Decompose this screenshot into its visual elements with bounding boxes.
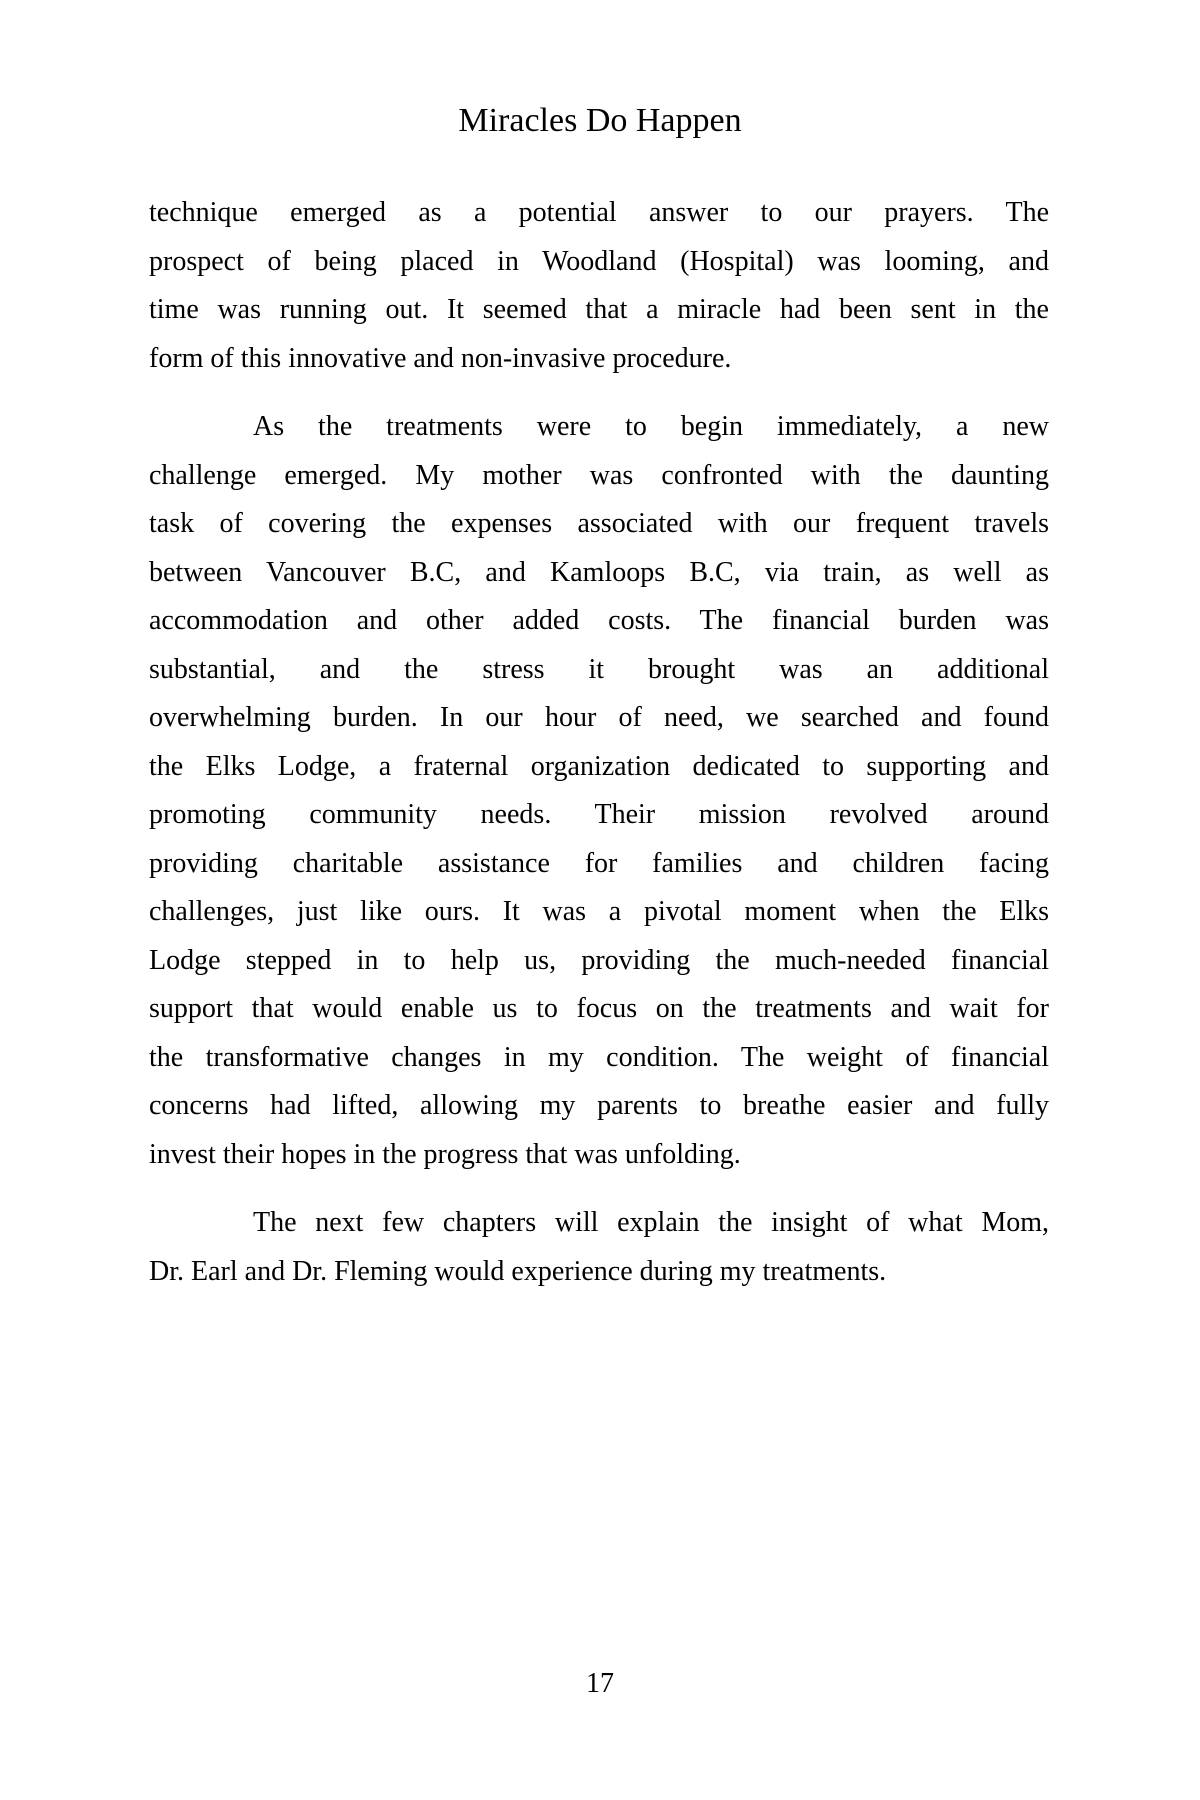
text-line: promoting community needs. Their mission revolved around [149,799,1049,830]
text-line: accommodation and other added costs. The financial burden was [149,605,1049,636]
text-line: between Vancouver B.C, and Kamloops B.C, via train, as well as [149,556,1049,588]
text-line: form of this innovative and non-invasive procedure. [149,342,732,374]
page-title: Miracles Do Happen [458,102,742,139]
text-line: support that would enable us to focus on the treatments and wait for [149,993,1049,1024]
text-line: providing charitable assistance for families and children facing [149,847,1049,879]
text-line: substantial, and the stress it brought was an additional [149,653,1049,685]
text-line: challenges, just like ours. It was a pivotal moment when the Elks [149,896,1049,927]
body-text [149,189,1049,1316]
paragraph [149,1199,1049,1296]
text-line: the Elks Lodge, a fraternal organization dedicated to supporting and [149,750,1049,782]
text-line: concerns had lifted, allowing my parents to breathe easier and fully [149,1090,1049,1121]
text-line: Dr. Earl and Dr. Fleming would experience during my treatments. [149,1255,887,1287]
text-line: technique emerged as a potential answer to our prayers. The [149,197,1049,228]
text-line: task of covering the expenses associated with our frequent travels [149,508,1049,539]
text-line: the transformative changes in my condition. The weight of financial [149,1041,1049,1073]
text-line: Lodge stepped in to help us, providing the much-needed financial [149,944,1049,976]
text-line: invest their hopes in the progress that was unfolding. [149,1138,741,1170]
paragraph [149,403,1049,1179]
paragraph [149,189,1049,383]
text-line: The next few chapters will explain the insight of what Mom, [253,1207,1049,1238]
text-line: As the treatments were to begin immediately, a new [253,411,1049,442]
page-number: 17 [586,1668,614,1699]
text-line: challenge emerged. My mother was confronted with the daunting [149,459,1049,491]
text-line: overwhelming burden. In our hour of need, we searched and found [149,702,1049,733]
text-line: time was running out. It seemed that a miracle had been sent in the [149,294,1049,325]
text-line: prospect of being placed in Woodland (Hospital) was looming, and [149,245,1049,277]
